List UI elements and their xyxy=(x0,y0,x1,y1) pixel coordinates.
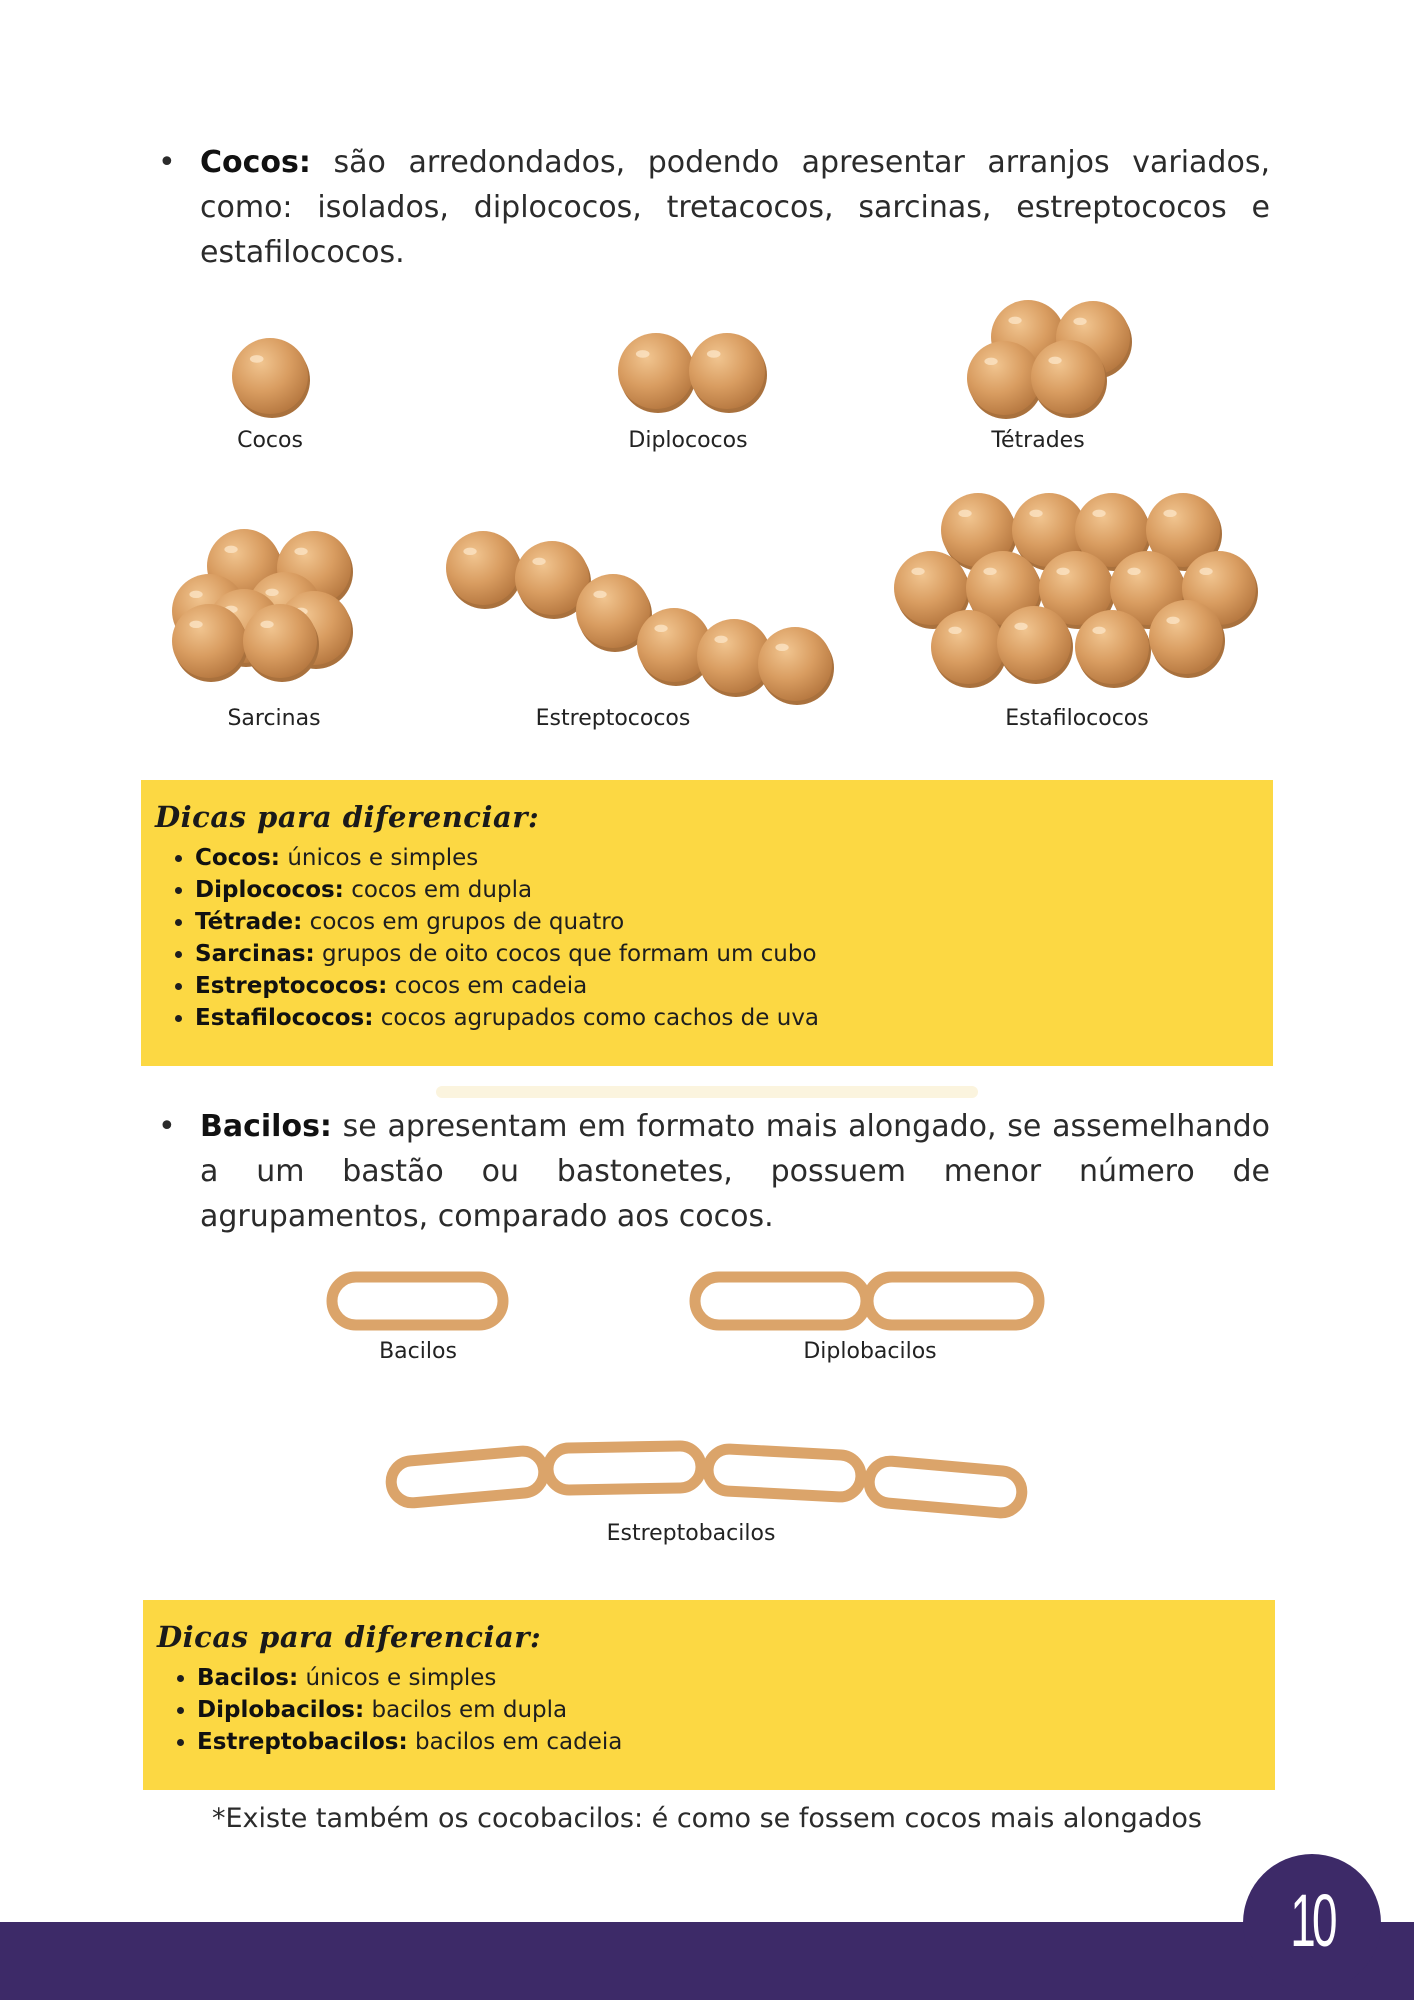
tips-title: Dicas para diferenciar: xyxy=(155,800,540,834)
page-number: 10 xyxy=(1290,1879,1334,1962)
label-estreptococos: Estreptococos xyxy=(535,706,691,731)
cocos-term: Cocos: xyxy=(200,145,311,180)
list-item: • Diplobacilos: bacilos em dupla xyxy=(197,1694,1261,1726)
bacillus-rod xyxy=(389,1449,545,1504)
label-estreptobacilos: Estreptobacilos xyxy=(606,1521,776,1546)
list-item: • Sarcinas: grupos de oito cocos que formam um cubo xyxy=(195,938,1259,970)
list-item: • Cocos: únicos e simples xyxy=(195,842,1259,874)
bacillus-rod xyxy=(548,1446,702,1491)
footer-bar xyxy=(0,1922,1414,2000)
page-number-badge xyxy=(1243,1854,1381,1992)
label-diplococos: Diplococos xyxy=(628,428,748,453)
bacilos-term: Bacilos: xyxy=(200,1109,332,1144)
tips-list xyxy=(157,1662,1261,1758)
bacillus-rod xyxy=(867,1459,1023,1514)
label-estafilococos: Estafilococos xyxy=(1005,706,1149,731)
list-item: • Estreptococos: cocos em cadeia xyxy=(195,970,1259,1002)
tips-box-bacilos xyxy=(143,1600,1275,1790)
bacillus-rod xyxy=(695,1277,866,1325)
bacillus-rod xyxy=(707,1448,862,1498)
bacilos-description: se apresentam em formato mais alongado, se assemelhando a um bastão ou bastonetes, possuem menor número de agrupamentos, comparado aos cocos. xyxy=(200,1109,1270,1234)
bacillus-rod xyxy=(868,1277,1039,1325)
label-diplobacilos: Diplobacilos xyxy=(803,1339,937,1364)
footnote: *Existe também os cocobacilos: é como se fossem cocos mais alongados xyxy=(212,1803,1202,1834)
list-item: • Estafilococos: cocos agrupados como cachos de uva xyxy=(195,1002,1259,1034)
bacillus-rod xyxy=(332,1277,503,1325)
label-sarcinas: Sarcinas xyxy=(227,706,321,731)
list-item: • Tétrade: cocos em grupos de quatro xyxy=(195,906,1259,938)
bullet-icon: • xyxy=(158,1109,176,1144)
list-item: • Bacilos: únicos e simples xyxy=(197,1662,1261,1694)
list-item: • Estreptobacilos: bacilos em cadeia xyxy=(197,1726,1261,1758)
tips-title: Dicas para diferenciar: xyxy=(157,1620,542,1654)
list-item: • Diplococos: cocos em dupla xyxy=(195,874,1259,906)
cocos-description: são arredondados, podendo apresentar arranjos variados, como: isolados, diplococos, tretacocos, sarcinas, estreptococos e estafilococos. xyxy=(200,145,1270,270)
bullet-icon: • xyxy=(158,145,176,180)
label-bacilos: Bacilos xyxy=(379,1339,457,1364)
label-cocos: Cocos xyxy=(237,428,303,453)
label-tetrades: Tétrades xyxy=(991,428,1085,453)
